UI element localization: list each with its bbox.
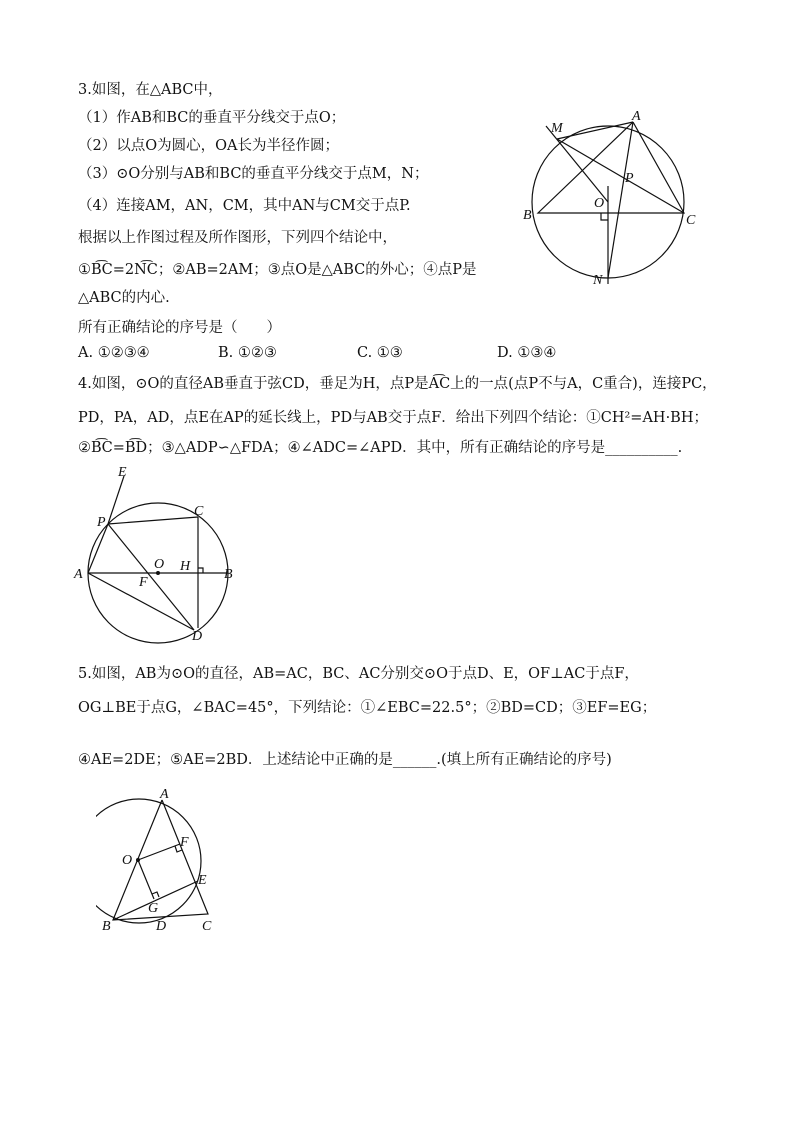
q5-figure bbox=[96, 786, 226, 936]
q5-segment-og bbox=[138, 860, 154, 899]
q5-label-f: F bbox=[180, 835, 189, 850]
q4-line-2: PD，PA，AD，点E在AP的延长线上，PD与AB交于点F．给出下列四个结论：①CH²=AH·BH； bbox=[78, 410, 708, 426]
q4-label-p: P bbox=[97, 515, 106, 530]
q3-step2: （2）以点O为圆心，OA长为半径作圆； bbox=[78, 138, 339, 154]
q3-right-angle-mark bbox=[601, 213, 608, 220]
q3-label-c: C bbox=[686, 213, 696, 228]
q3-label-o: O bbox=[594, 196, 605, 211]
q3-label-b: B bbox=[523, 208, 532, 223]
q5-line-2: OG⊥BE于点G，∠BAC=45°，下列结论：①∠EBC=22.5°；②BD=CD；③EF=EG； bbox=[78, 700, 657, 716]
q3-option-a: A. ①②③④ bbox=[78, 345, 150, 361]
q5-label-c: C bbox=[202, 919, 212, 934]
q4-label-a: A bbox=[74, 567, 83, 582]
q3-title: 3.如图，在△ABC中， bbox=[78, 82, 223, 98]
q5-line-3: ④AE=2DE；⑤AE=2BD．上述结论中正确的是______.(填上所有正确结论的序号) bbox=[78, 752, 612, 768]
q4-line-1: 4.如图，⊙O的直径AB垂直于弦CD，垂足为H，点P是A͡C上的一点(点P不与A，C重合)，连接PC， bbox=[78, 376, 717, 392]
q3-segment-am bbox=[557, 122, 633, 139]
q3-conclusions-2: △ABC的内心. bbox=[78, 290, 170, 306]
q3-step3: （3）⊙O分别与AB和BC的垂直平分线交于点M，N； bbox=[78, 166, 429, 182]
q4-label-b: B bbox=[224, 567, 233, 582]
q3-label-p: P bbox=[625, 171, 634, 186]
q5-line-1: 5.如图，AB为⊙O的直径，AB=AC，BC、AC分别交⊙O于点D、E，OF⊥AC于点F， bbox=[78, 666, 639, 682]
q4-figure bbox=[72, 462, 252, 647]
q3-conclusions-1: ①B͡C=2N͡C；②AB=2AM；③点O是△ABC的外心；④点P是 bbox=[78, 262, 477, 278]
q3-label-m: M bbox=[551, 121, 563, 136]
q5-label-a: A bbox=[160, 787, 169, 802]
q4-label-c: C bbox=[194, 504, 204, 519]
q5-label-b: B bbox=[102, 919, 111, 934]
q4-label-f: F bbox=[139, 575, 148, 590]
q3-step4: （4）连接AM，AN，CM，其中AN与CM交于点P. bbox=[78, 198, 411, 214]
q4-segment-pc bbox=[108, 517, 198, 524]
q5-label-e: E bbox=[198, 873, 207, 888]
q4-label-h: H bbox=[180, 559, 191, 574]
q3-option-b: B. ①②③ bbox=[218, 345, 277, 361]
q3-segment-an bbox=[608, 122, 633, 278]
q3-question: 所有正确结论的序号是（ ） bbox=[78, 320, 281, 336]
q4-label-e: E bbox=[118, 465, 127, 480]
q3-figure bbox=[510, 104, 710, 294]
q4-segment-pa bbox=[88, 524, 108, 573]
q5-center-dot bbox=[136, 858, 140, 862]
q4-line-3: ②B͡C=B͡D；③△ADP∽△FDA；④∠ADC=∠APD．其中，所有正确结论的序号是__________. bbox=[78, 440, 683, 456]
q5-label-o: O bbox=[122, 853, 133, 868]
q3-option-c: C. ①③ bbox=[357, 345, 403, 361]
q5-segment-of bbox=[138, 844, 180, 860]
q3-label-n: N bbox=[593, 273, 603, 288]
q3-step1: （1）作AB和BC的垂直平分线交于点O； bbox=[78, 110, 346, 126]
q3-label-a: A bbox=[632, 109, 641, 124]
q5-label-g: G bbox=[148, 901, 159, 916]
q4-segment-pd bbox=[108, 524, 194, 630]
q4-label-d: D bbox=[192, 629, 203, 644]
q3-intro: 根据以上作图过程及所作图形，下列四个结论中， bbox=[78, 230, 397, 246]
q3-option-d: D. ①③④ bbox=[497, 345, 557, 361]
q4-label-o: O bbox=[154, 557, 165, 572]
q4-right-angle-mark bbox=[198, 568, 203, 573]
q5-label-d: D bbox=[156, 919, 167, 934]
q3-perp-bisector-ab bbox=[546, 126, 608, 202]
